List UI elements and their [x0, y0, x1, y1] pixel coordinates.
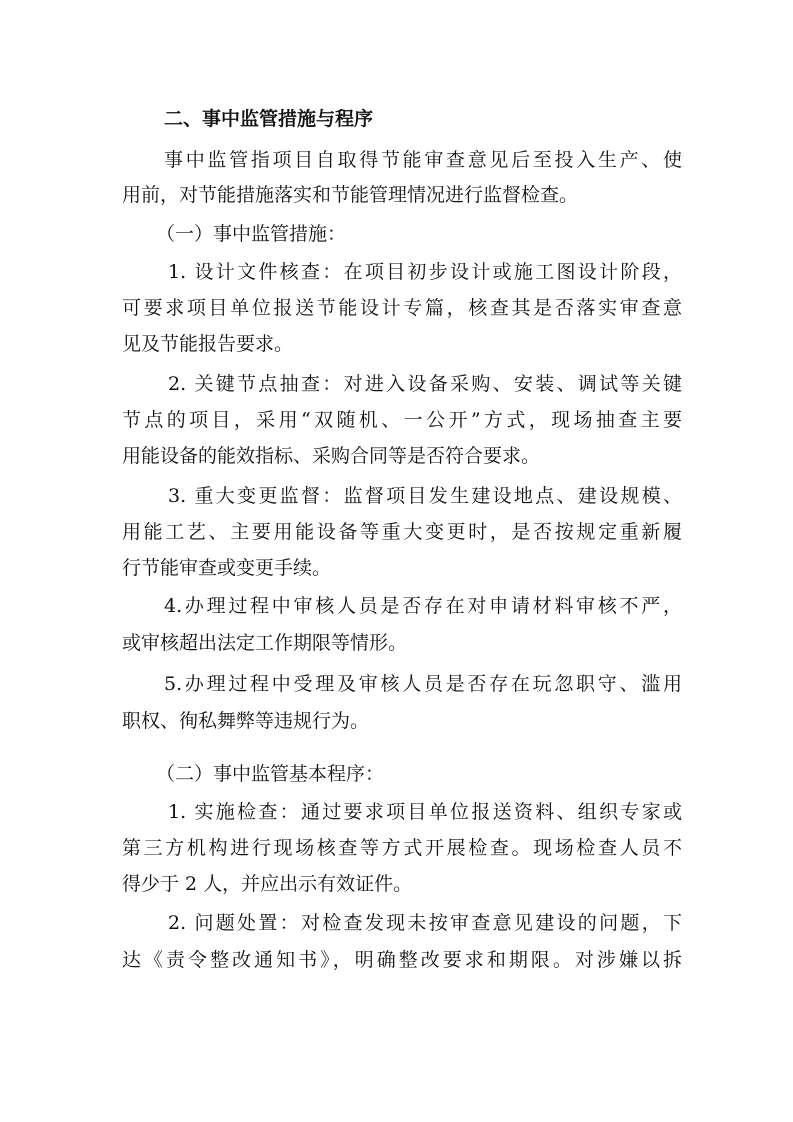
subsection-title-2: （二）事中监管基本程序：	[156, 763, 385, 785]
intro-line-2: 用前，对节能措施落实和节能管理情况进行监督检查。	[122, 184, 579, 206]
s2-item1-line-3: 得少于 2 人，并应出示有效证件。	[122, 873, 413, 895]
s1-item2-line-3: 用能设备的能效指标、采购合同等是否符合要求。	[122, 445, 541, 467]
s1-item3-line-2: 用能工艺、主要用能设备等重大变更时，是否按规定重新履	[122, 521, 682, 543]
section-heading: 二、事中监管措施与程序	[164, 108, 374, 130]
s1-item5-line-2: 职权、徇私舞弊等违规行为。	[122, 710, 370, 732]
s2-item2-line-1: 2. 问题处置：对检查发现未按审查意见建设的问题，下	[168, 912, 682, 934]
s1-item2-line-2: 节点的项目，采用“双随机、一公开”方式，现场抽查主要	[122, 409, 682, 431]
s1-item3-line-1: 3. 重大变更监督：监督项目发生建设地点、建设规模、	[168, 485, 682, 507]
s2-item1-line-1: 1. 实施检查：通过要求项目单位报送资料、组织专家或	[168, 801, 682, 823]
s1-item4-line-1: 4.办理过程中审核人员是否存在对申请材料审核不严，	[164, 595, 682, 617]
s1-item5-line-1: 5.办理过程中受理及审核人员是否存在玩忽职守、滥用	[164, 673, 682, 695]
s1-item1-line-1: 1. 设计文件核查：在项目初步设计或施工图设计阶段，	[168, 261, 682, 283]
intro-line-1: 事中监管指项目自取得节能审查意见后至投入生产、使	[164, 149, 682, 171]
s1-item2-line-1: 2. 关键节点抽查：对进入设备采购、安装、调试等关键	[168, 373, 682, 395]
s1-item1-line-2: 可要求项目单位报送节能设计专篇，核查其是否落实审查意	[122, 297, 682, 319]
s1-item3-line-3: 行节能审查或变更手续。	[122, 557, 332, 579]
subsection-title-1: （一）事中监管措施：	[156, 223, 347, 245]
s1-item4-line-2: 或审核超出法定工作期限等情形。	[122, 632, 408, 654]
s1-item1-line-3: 见及节能报告要求。	[122, 333, 294, 355]
s2-item2-line-2: 达《责令整改通知书》，明确整改要求和期限。对涉嫌以拆	[122, 949, 682, 971]
s2-item1-line-2: 第三方机构进行现场核查等方式开展检查。现场检查人员不	[122, 837, 682, 859]
